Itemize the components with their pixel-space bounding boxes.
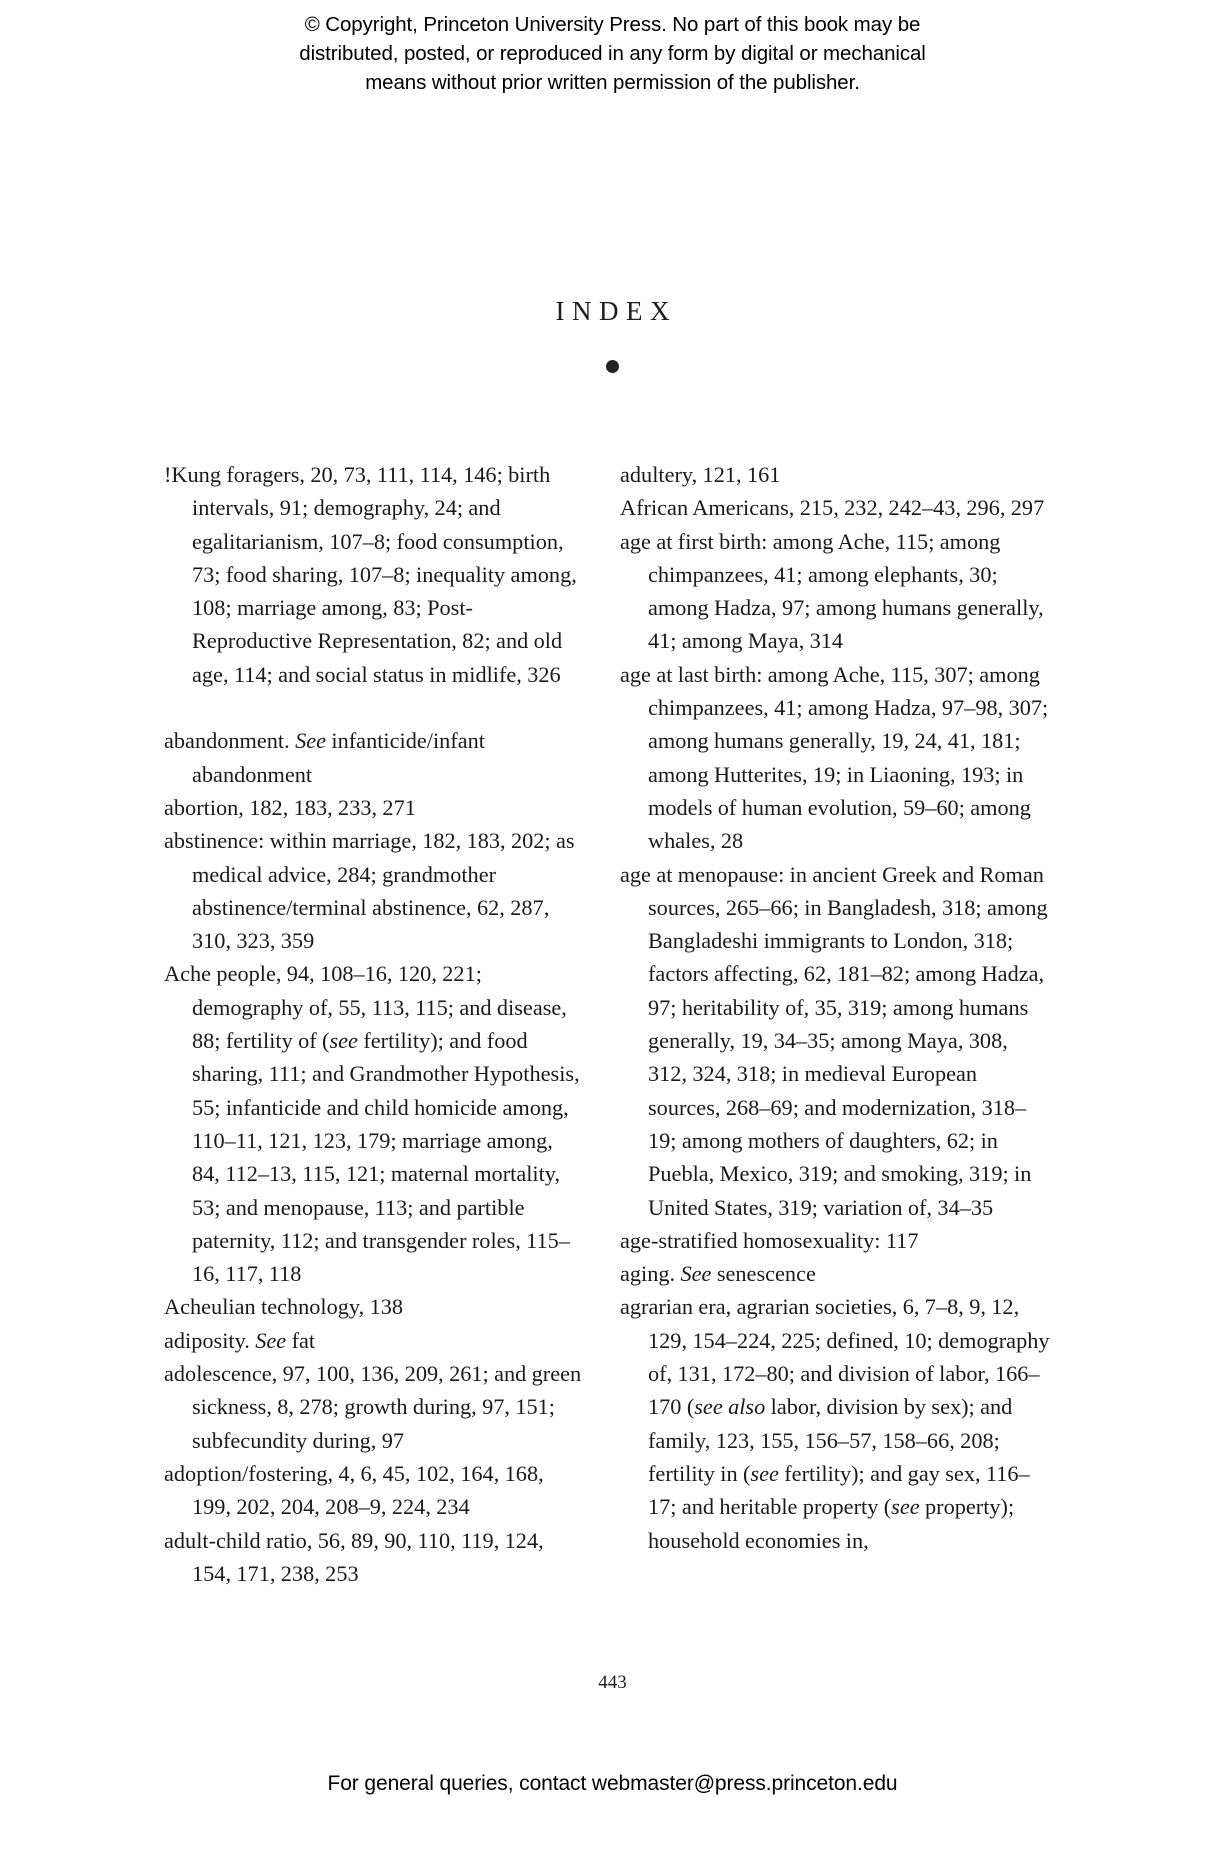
index-entry: !Kung foragers, 20, 73, 111, 114, 146; birth intervals, 91; demography, 24; and egalitarianism, 107–8; food consumption, 73; food sharing, 107–8; inequality among, 108; marriage among, 83; Post-Reproductive Representation, 82; and old age, 114; and social status in midlife, 326 <box>164 462 577 687</box>
index-entry: abandonment. See infanticide/infant abandonment <box>164 728 485 787</box>
index-body <box>164 458 1064 1590</box>
index-entry: Acheulian technology, 138 <box>164 1294 404 1320</box>
index-entry: age at first birth: among Ache, 115; among chimpanzees, 41; among elephants, 30; among Hadza, 97; among humans generally, 41; among Maya, 314 <box>620 528 1044 654</box>
index-entry: adoption/fostering, 4, 6, 45, 102, 164, 168, 199, 202, 204, 208–9, 224, 234 <box>164 1460 544 1520</box>
index-column-left <box>164 458 582 1590</box>
copyright-notice <box>0 10 1225 97</box>
index-entry: age at last birth: among Ache, 115, 307; among chimpanzees, 41; among Hadza, 97–98, 307; among humans generally, 19, 24, 41, 181; among Hutterites, 19; in Liaoning, 193; in models of human evolution, 59–60; among whales, 28 <box>620 661 1049 854</box>
index-entry: aging. See senescence <box>620 1261 816 1287</box>
index-entry: adult-child ratio, 56, 89, 90, 110, 119, 124, 154, 171, 238, 253 <box>164 1527 544 1586</box>
index-entry: adolescence, 97, 100, 136, 209, 261; and green sickness, 8, 278; growth during, 97, 151; subfecundity during, 97 <box>164 1361 582 1453</box>
index-entry: abortion, 182, 183, 233, 271 <box>164 794 416 820</box>
title-ornament-icon <box>0 352 1225 378</box>
index-entry: age-stratified homosexuality: 117 <box>620 1227 919 1253</box>
index-entry: age at menopause: in ancient Greek and Roman sources, 265–66; in Bangladesh, 318; among Bangladeshi immigrants to London, 318; factors affecting, 62, 181–82; among Hadza, 97; heritability of, 35, 319; among humans generally, 19, 34–35; among Maya, 308, 312, 324, 318; in medieval European sources, 268–69; and modernization, 318–19; among mothers of daughters, 62; in Puebla, Mexico, 319; and smoking, 319; in United States, 319; variation of, 34–35 <box>620 861 1048 1220</box>
copyright-line-2: distributed, posted, or reproduced in any form by digital or mechanical <box>299 42 926 65</box>
index-column-right <box>620 458 1050 1590</box>
index-entry: adultery, 121, 161 <box>620 462 781 487</box>
page-title: INDEX <box>555 296 677 326</box>
copyright-line-3: means without prior written permission of the publisher. <box>365 71 860 94</box>
footer-query-line: For general queries, contact webmaster@press.princeton.edu <box>327 1772 898 1795</box>
index-entry: Ache people, 94, 108–16, 120, 221; demography of, 55, 113, 115; and disease, 88; fertility of (see fertility); and food sharing, 111; and Grandmother Hypothesis, 55; infanticide and child homicide among, 110–11, 121, 123, 179; marriage among, 84, 112–13, 115, 121; maternal mortality, 53; and menopause, 113; and partible paternity, 112; and transgender roles, 115–16, 117, 118 <box>164 961 580 1287</box>
index-entry: African Americans, 215, 232, 242–43, 296, 297 <box>620 495 1045 521</box>
copyright-line-1: © Copyright, Princeton University Press. No part of this book may be <box>304 13 921 36</box>
index-entry: agrarian era, agrarian societies, 6, 7–8, 9, 12, 129, 154–224, 225; defined, 10; demography of, 131, 172–80; and division of labor, 166–170 (see also labor, division by sex); and family, 123, 155, 156–57, 158–66, 208; fertility in (see fertility); and gay sex, 116–17; and heritable property (see property); household economies in, <box>620 1294 1050 1553</box>
index-entry: adiposity. See fat <box>164 1327 316 1353</box>
page-number: 443 <box>598 1672 627 1693</box>
index-entry: abstinence: within marriage, 182, 183, 202; as medical advice, 284; grandmother abstinence/terminal abstinence, 62, 287, 310, 323, 359 <box>164 828 575 954</box>
